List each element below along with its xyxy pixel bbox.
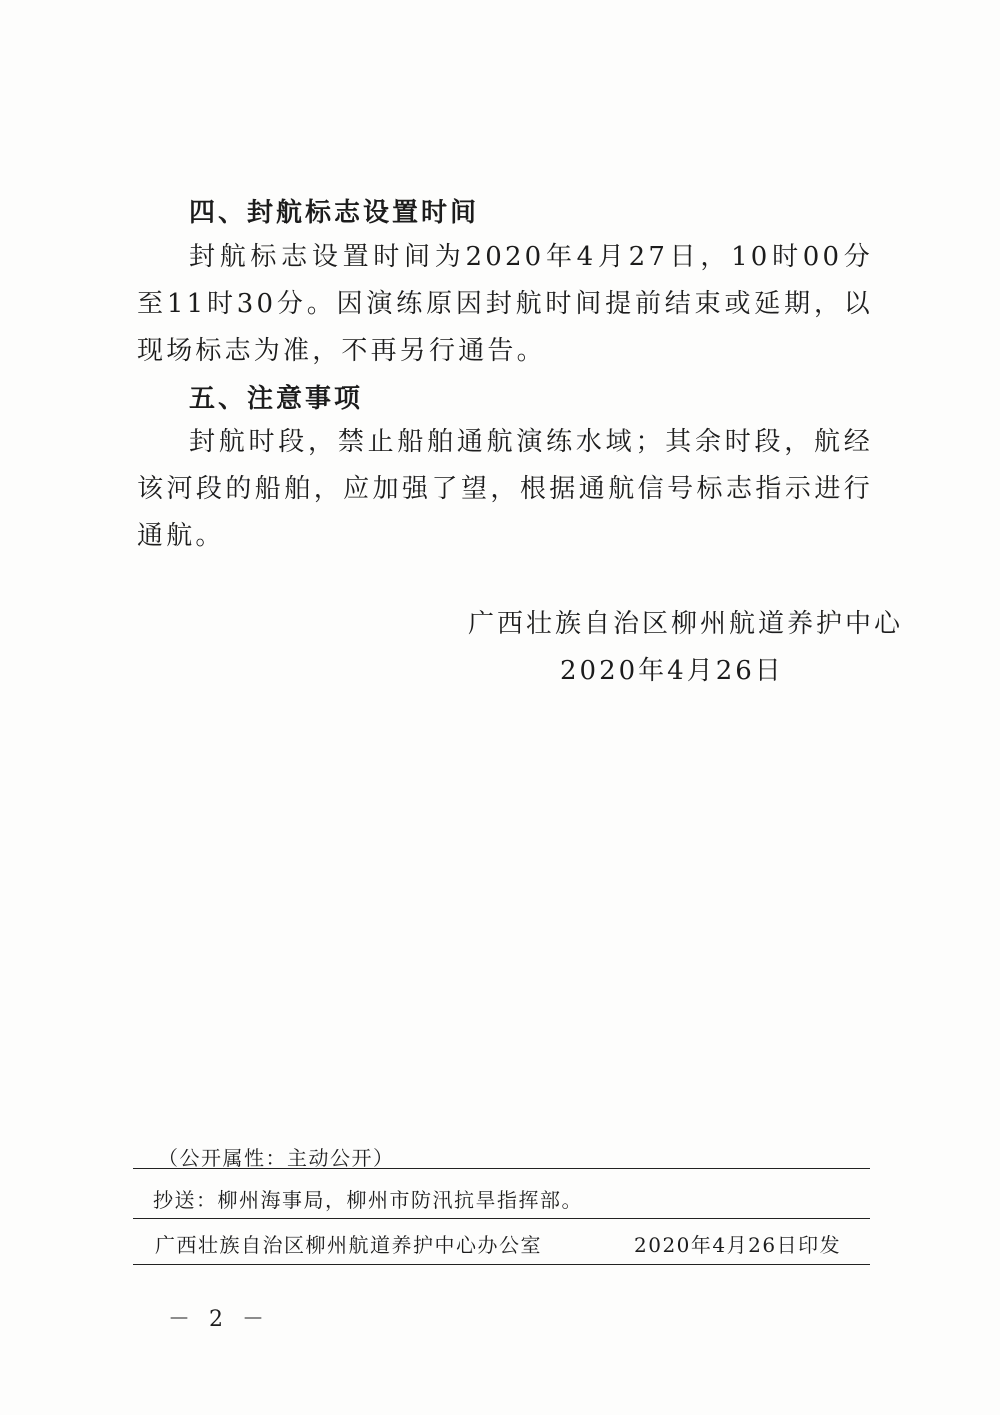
footer-rule-top (133, 1168, 870, 1169)
section-paragraph-5: 封航时段，禁止船舶通航演练水域；其余时段，航经该河段的船舶，应加强了望，根据通航信号标志指示进行通航。 (137, 427, 873, 551)
signature-organization: 广西壮族自治区柳州航道养护中心 (468, 609, 904, 639)
disclosure-attribute: （公开属性：主动公开） (158, 1146, 395, 1170)
issuer-office: 广西壮族自治区柳州航道养护中心办公室 (155, 1233, 542, 1257)
signature-date: 2020年4月26日 (560, 656, 784, 686)
section-heading-5: 五、注意事项 (189, 384, 364, 414)
section-body-4 (137, 234, 873, 375)
section-paragraph-4: 封航标志设置时间为2020年4月27日，10时00分至11时30分。因演练原因封航时间提前结束或延期，以现场标志为准，不再另行通告。 (137, 242, 873, 366)
section-body-5 (137, 419, 873, 560)
section-heading-4: 四、封航标志设置时间 (189, 198, 480, 228)
footer-rule-bottom (133, 1264, 870, 1265)
issue-date: 2020年4月26日印发 (634, 1233, 842, 1257)
cc-line: 抄送：柳州海事局，柳州市防汛抗旱指挥部。 (153, 1188, 583, 1212)
page-number: － 2 － (168, 1307, 270, 1332)
footer-rule-middle (133, 1218, 870, 1219)
